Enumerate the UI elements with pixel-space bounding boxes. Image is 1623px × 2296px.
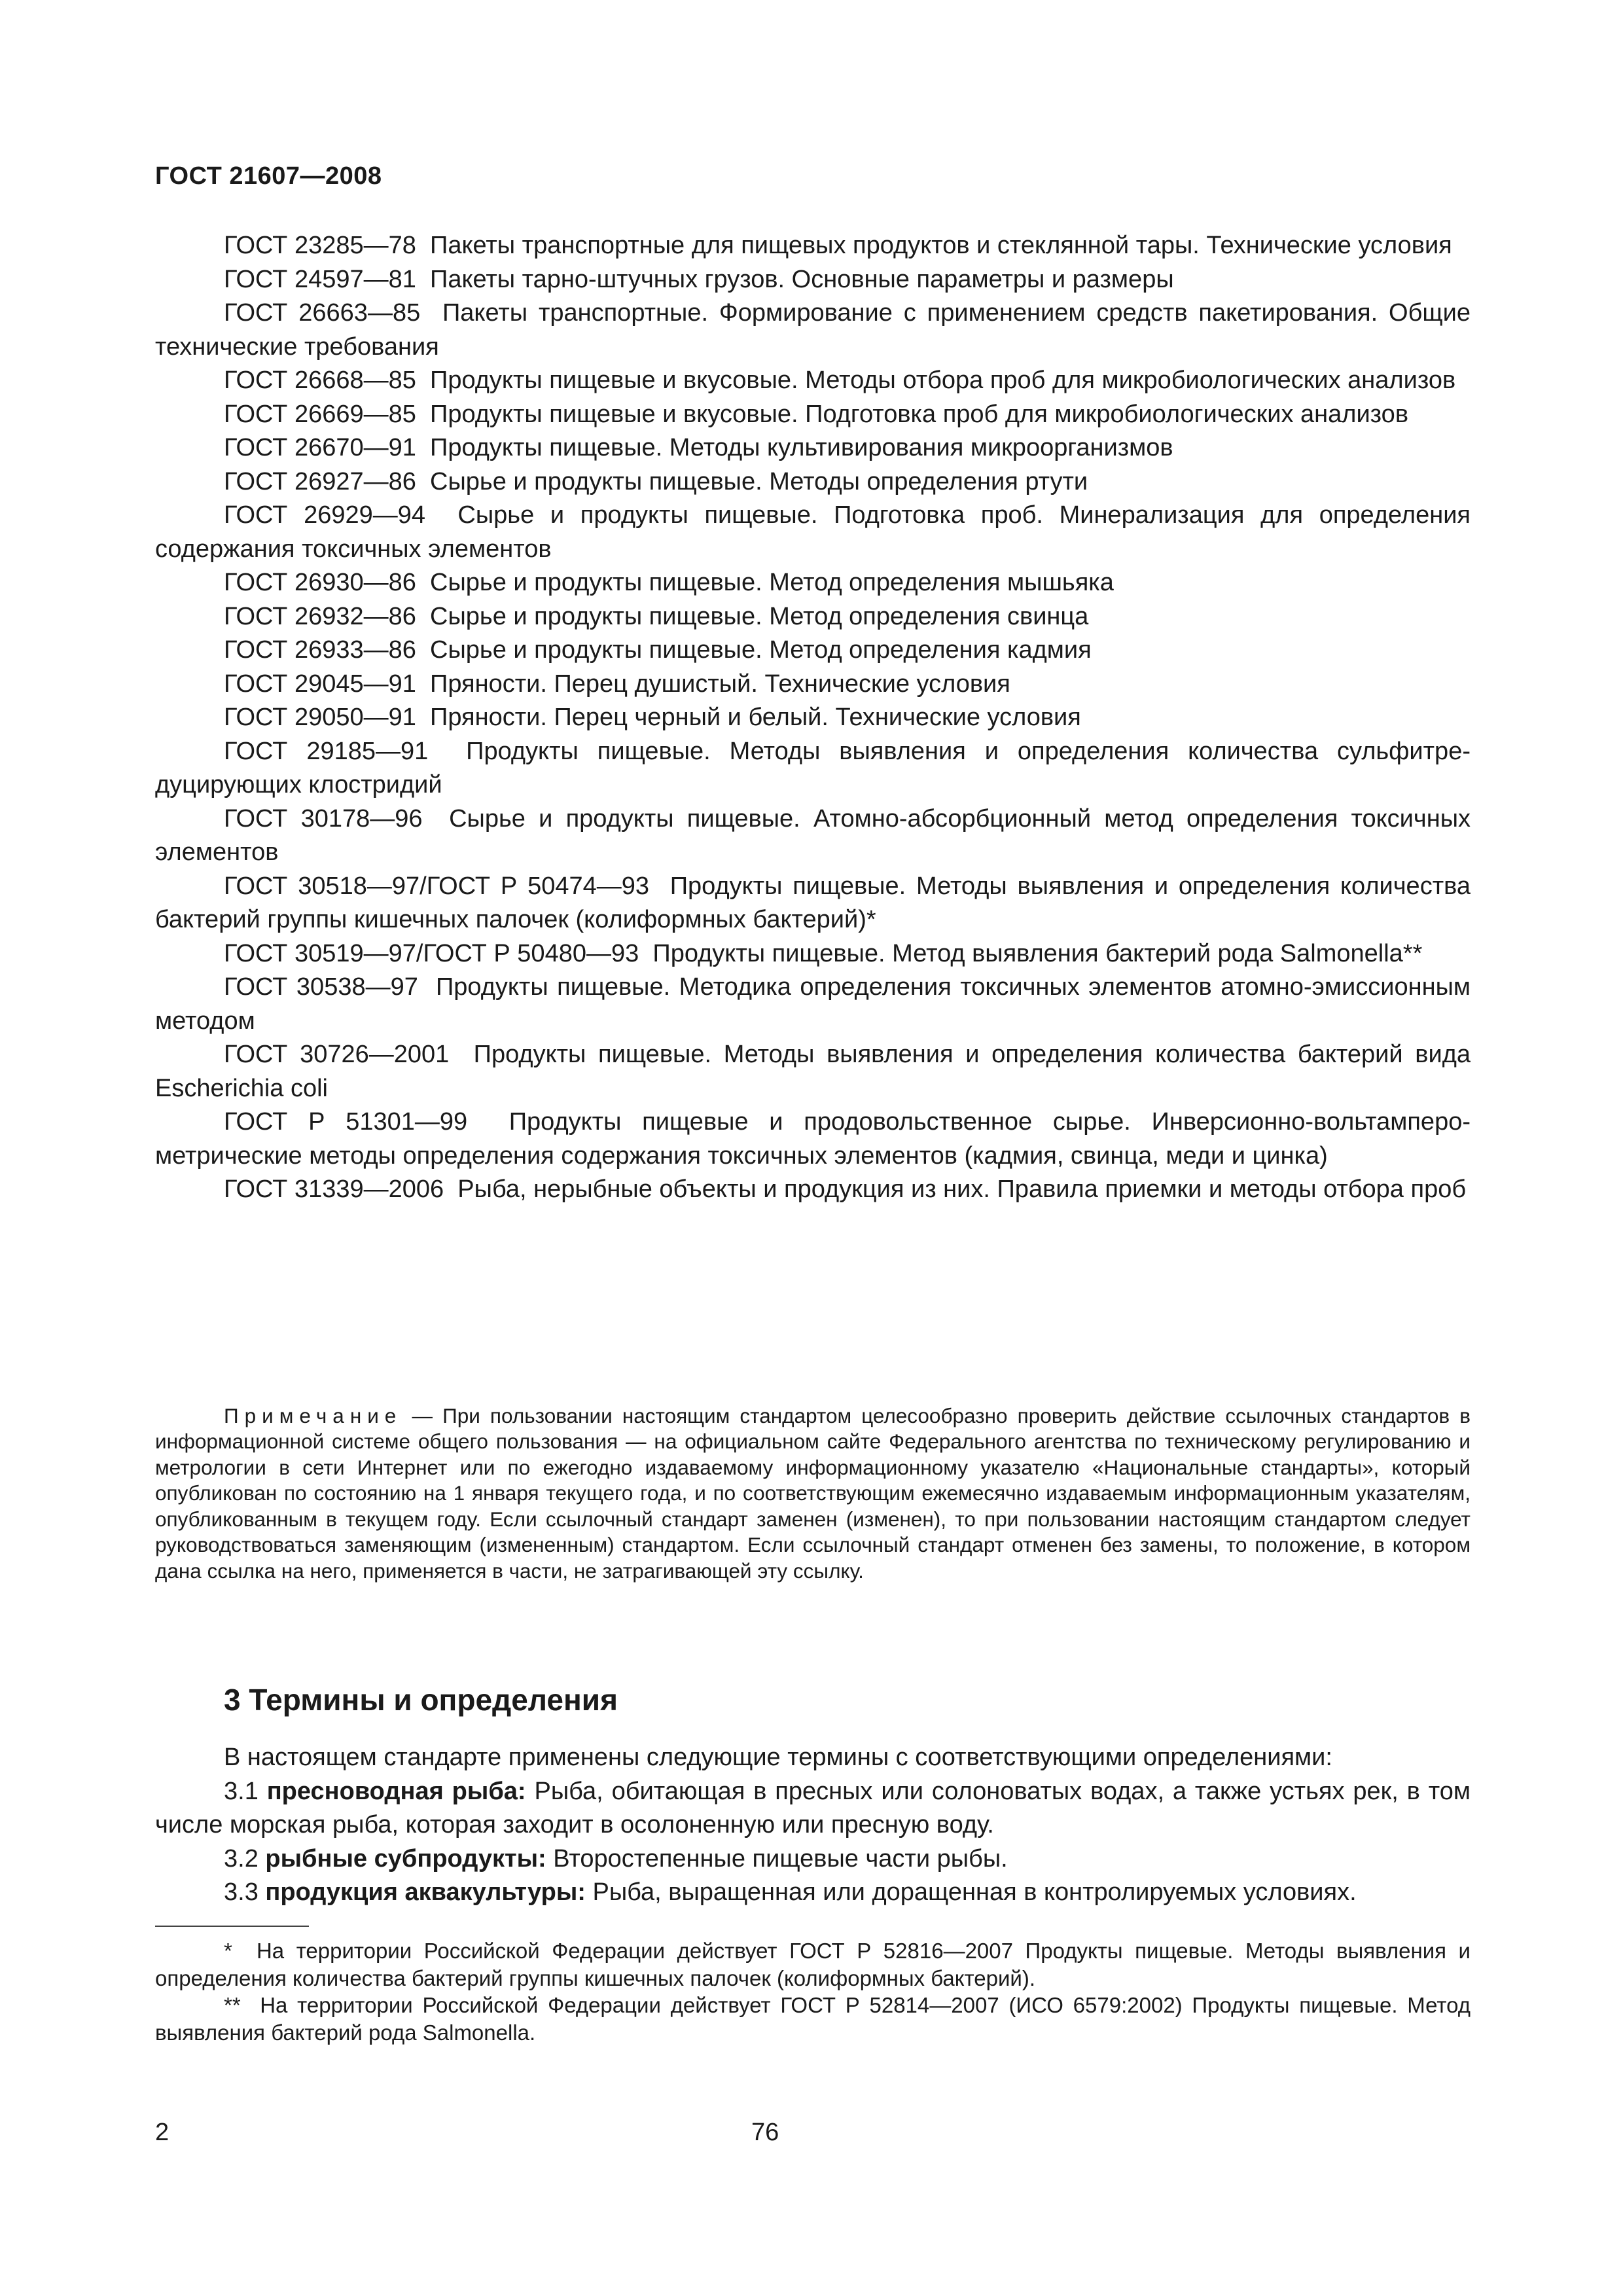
reference-code: ГОСТ 26670—91 xyxy=(224,434,416,461)
reference-item xyxy=(155,431,1471,465)
reference-item xyxy=(155,1105,1471,1173)
reference-text: Продукты пищевые. Методы выявления и определения количества бактерий группы кишечных палочек (колиформных бактерий)* xyxy=(155,872,1471,933)
footnote-text: На территории Российской Федерации действует ГОСТ Р 52816—2007 Продукты пищевые. Методы выявления и определения количества бактерий группы кишечных палочек (колиформных бактерий). xyxy=(155,1939,1471,1990)
reference-code: ГОСТ Р 51301—99 xyxy=(224,1108,468,1136)
reference-text: Пряности. Перец душистый. Технические условия xyxy=(430,670,1010,698)
reference-text: Сырье и продукты пищевые. Метод определения свинца xyxy=(430,602,1089,630)
term-definition: Рыба, обитающая в пресных или солоноватых водах, а также устьях рек, в том числе морская рыба, которая заходит в осолоненную или пресную воду. xyxy=(155,1777,1471,1839)
term-entry xyxy=(155,1775,1471,1842)
reference-item xyxy=(155,566,1471,600)
footnote-item xyxy=(155,1937,1471,1992)
reference-code: ГОСТ 29045—91 xyxy=(224,670,416,698)
term-definition: Второстепенные пищевые части рыбы. xyxy=(553,1844,1008,1873)
reference-code: ГОСТ 30519—97/ГОСТ Р 50480—93 xyxy=(224,939,639,967)
reference-item xyxy=(155,499,1471,566)
reference-item xyxy=(155,1038,1471,1105)
reference-code: ГОСТ 30178—96 xyxy=(224,804,423,833)
reference-code: ГОСТ 26932—86 xyxy=(224,602,416,630)
footnote-mark: * xyxy=(224,1939,232,1963)
reference-text: Пакеты транспортные. Формирование с применением средств пакетирования. Общие технические требования xyxy=(155,299,1471,361)
reference-code: ГОСТ 24597—81 xyxy=(224,265,416,293)
reference-item xyxy=(155,263,1471,297)
reference-item xyxy=(155,701,1471,735)
reference-text: Пакеты тарно-штучных грузов. Основные параметры и размеры xyxy=(430,265,1174,293)
section-intro: В настоящем стандарте применены следующие термины с соответствующими определениями: xyxy=(224,1744,1332,1771)
note-label: Примечание xyxy=(224,1403,402,1427)
reference-item xyxy=(155,364,1471,398)
reference-code: ГОСТ 29185—91 xyxy=(224,737,429,765)
reference-item xyxy=(155,937,1471,971)
reference-text: Продукты пищевые и продовольственное сырье. Инверсионно-вольтамперометрические методы определения содержания токсичных элементов (кадмия, свинца, меди и цинка) xyxy=(155,1108,1471,1170)
document-header-title: ГОСТ 21607—2008 xyxy=(155,162,382,190)
reference-code: ГОСТ 31339—2006 xyxy=(224,1175,444,1203)
footnote-text: На территории Российской Федерации действует ГОСТ Р 52814—2007 (ИСО 6579:2002) Продукты пищевые. Метод выявления бактерий рода Salmonella. xyxy=(155,1993,1471,2045)
reference-code: ГОСТ 23285—78 xyxy=(224,232,416,259)
reference-item xyxy=(155,296,1471,364)
note-text: — При пользовании настоящим стандартом целесообразно проверить действие ссылочных стандартов в информационной системе общего пользования — на официальном сайте Федерального агентства по техническому регулированию и метрологии в сети Интернет или по ежегодно издаваемому информационному указателю «Национальные стандарты», который опубликован по состоянию на 1 января текущего года, и по соответствующим ежемесячно издаваемым информационным указателям, опубликованным в текущем году. Если ссылочный стандарт заменен (изменен), то при пользовании настоящим стандартом следует руководствоваться заменяющим (измененным) стандартом. Если ссылочный стандарт отменен без замены, то положение, в котором дана ссылка на него, применяется в части, не затрагивающей эту ссылку. xyxy=(155,1403,1471,1583)
reference-text: Продукты пищевые. Методика определения токсичных элементов атомно-эмиссионным методом xyxy=(155,973,1471,1035)
reference-code: ГОСТ 29050—91 xyxy=(224,704,416,731)
reference-code: ГОСТ 26927—86 xyxy=(224,467,416,495)
reference-code: ГОСТ 26669—85 xyxy=(224,400,416,428)
reference-code: ГОСТ 26663—85 xyxy=(224,299,421,327)
reference-item xyxy=(155,465,1471,499)
reference-code: ГОСТ 26668—85 xyxy=(224,367,416,394)
reference-text: Продукты пищевые и вкусовые. Методы отбора проб для микробиологических анализов xyxy=(430,367,1456,394)
reference-item xyxy=(155,600,1471,634)
sheet-number: 76 xyxy=(751,2119,779,2146)
reference-text: Продукты пищевые. Методы выявления и определения количества сульфитредуцирующих клостридий xyxy=(155,737,1471,798)
reference-item xyxy=(155,870,1471,937)
references-note xyxy=(155,1403,1471,1585)
term-number: 3.3 xyxy=(224,1878,259,1906)
reference-text: Сырье и продукты пищевые. Метод определения мышьяка xyxy=(430,569,1114,596)
reference-text: Пакеты транспортные для пищевых продуктов и стеклянной тары. Технические условия xyxy=(430,232,1452,259)
reference-code: ГОСТ 30538—97 xyxy=(224,973,418,1001)
reference-text: Продукты пищевые. Методы выявления и определения количества бактерий вида Escherichia coli xyxy=(155,1041,1471,1102)
footnote-divider xyxy=(155,1926,309,1927)
reference-code: ГОСТ 30726—2001 xyxy=(224,1041,450,1068)
reference-text: Сырье и продукты пищевые. Подготовка проб. Минерализация для определения содержания токсичных элементов xyxy=(155,501,1471,563)
reference-item xyxy=(155,229,1471,263)
reference-item xyxy=(155,398,1471,432)
term-name: пресноводная рыба: xyxy=(266,1777,526,1805)
term-entry xyxy=(155,1876,1471,1910)
terms-section xyxy=(155,1741,1471,1910)
term-entry xyxy=(155,1842,1471,1876)
term-number: 3.1 xyxy=(224,1777,259,1805)
reference-text: Рыба, нерыбные объекты и продукция из них. Правила приемки и методы отбора проб xyxy=(457,1175,1467,1203)
reference-code: ГОСТ 26929—94 xyxy=(224,501,426,529)
term-number: 3.2 xyxy=(224,1844,259,1873)
reference-text: Продукты пищевые и вкусовые. Подготовка проб для микробиологических анализов xyxy=(430,400,1409,428)
footnote-mark: ** xyxy=(224,1993,241,2017)
reference-code: ГОСТ 26930—86 xyxy=(224,569,416,596)
reference-item xyxy=(155,634,1471,668)
reference-code: ГОСТ 26933—86 xyxy=(224,636,416,664)
term-name: рыбные субпродукты: xyxy=(265,1844,546,1873)
reference-text: Пряности. Перец черный и белый. Технические условия xyxy=(430,704,1081,731)
reference-code: ГОСТ 30518—97/ГОСТ Р 50474—93 xyxy=(224,872,650,900)
term-definition: Рыба, выращенная или доращенная в контролируемых условиях. xyxy=(592,1878,1357,1906)
reference-item xyxy=(155,1173,1471,1207)
reference-text: Продукты пищевые. Метод выявления бактерий рода Salmonella** xyxy=(652,939,1423,967)
section-heading: 3 Термины и определения xyxy=(224,1683,618,1717)
reference-item xyxy=(155,802,1471,870)
footnote-item xyxy=(155,1992,1471,2046)
term-name: продукция аквакультуры: xyxy=(265,1878,586,1906)
reference-item xyxy=(155,971,1471,1038)
footnotes xyxy=(155,1937,1471,2046)
reference-text: Сырье и продукты пищевые. Методы определения ртути xyxy=(430,467,1088,495)
normative-references-list xyxy=(155,229,1471,1207)
reference-text: Продукты пищевые. Методы культивирования микроорганизмов xyxy=(430,434,1173,461)
page-number: 2 xyxy=(155,2119,169,2146)
reference-item xyxy=(155,668,1471,702)
reference-text: Сырье и продукты пищевые. Атомно-абсорбционный метод определения токсичных элементов xyxy=(155,804,1471,866)
reference-item xyxy=(155,735,1471,802)
reference-text: Сырье и продукты пищевые. Метод определения кадмия xyxy=(430,636,1092,664)
